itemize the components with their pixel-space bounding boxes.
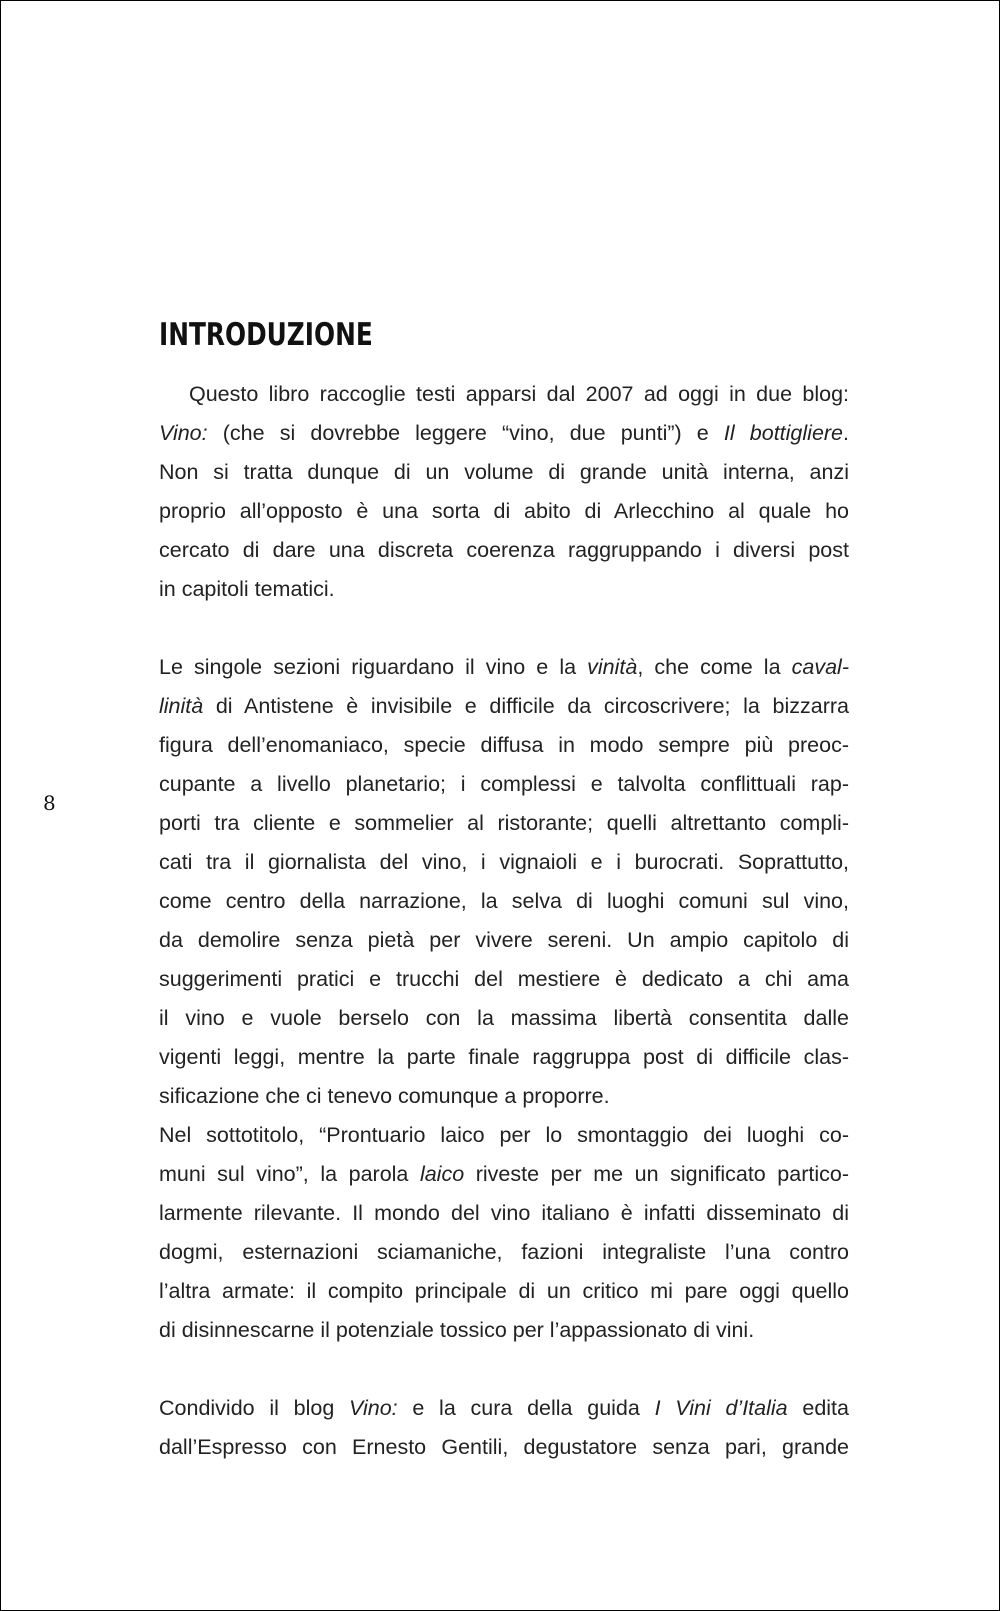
text-line: figura dell’enomaniaco, specie diffusa in modo sempre più preoc- (159, 733, 849, 757)
text-line: in capitoli tematici. (159, 577, 335, 601)
text-line: sificazione che ci tenevo comunque a proporre. (159, 1084, 610, 1108)
text-line: Le singole sezioni riguardano il vino e la vinità, che come la caval- (159, 655, 849, 679)
text-line: il vino e vuole berselo con la massima libertà consentita dalle (159, 1006, 849, 1030)
text-line: come centro della narrazione, la selva di luoghi comuni sul vino, (159, 889, 849, 913)
text-line: cati tra il giornalista del vino, i vignaioli e i burocrati. Soprattutto, (159, 850, 849, 874)
chapter-heading: INTRODUZIONE (159, 317, 373, 353)
text-line: cupante a livello planetario; i complessi e talvolta conflittuali rap- (159, 772, 849, 796)
text-line: Questo libro raccoglie testi apparsi dal 2007 ad oggi in due blog: (189, 382, 849, 406)
text-line: l’altra armate: il compito principale di un critico mi pare oggi quello (159, 1279, 849, 1303)
text-line: Nel sottotitolo, “Prontuario laico per lo smontaggio dei luoghi co- (159, 1123, 849, 1147)
text-line: porti tra cliente e sommelier al ristorante; quelli altrettanto compli- (159, 811, 849, 835)
text-line: di disinnescarne il potenziale tossico per l’appassionato di vini. (159, 1318, 755, 1342)
text-line: cercato di dare una discreta coerenza raggruppando i diversi post (159, 538, 849, 562)
text-line: proprio all’opposto è una sorta di abito di Arlecchino al quale ho (159, 499, 849, 523)
text-line: dall’Espresso con Ernesto Gentili, degustatore senza pari, grande (159, 1435, 849, 1459)
text-line: Condivido il blog Vino: e la cura della guida I Vini d’Italia edita (159, 1396, 849, 1420)
text-line: suggerimenti pratici e trucchi del mestiere è dedicato a chi ama (159, 967, 849, 991)
text-line: Non si tratta dunque di un volume di grande unità interna, anzi (159, 460, 849, 484)
text-line: vigenti leggi, mentre la parte finale raggruppa post di difficile clas- (159, 1045, 849, 1069)
text-line: Vino: (che si dovrebbe leggere “vino, due punti”) e Il bottigliere. (159, 421, 849, 445)
text-line: linità di Antistene è invisibile e difficile da circoscrivere; la bizzarra (159, 694, 849, 718)
text-line: larmente rilevante. Il mondo del vino italiano è infatti disseminato di (159, 1201, 849, 1225)
text-line: muni sul vino”, la parola laico riveste per me un significato partico- (159, 1162, 849, 1186)
text-line: da demolire senza pietà per vivere sereni. Un ampio capitolo di (159, 928, 849, 952)
text-line: dogmi, esternazioni sciamaniche, fazioni integraliste l’una contro (159, 1240, 849, 1264)
page-number: 8 (43, 791, 56, 815)
